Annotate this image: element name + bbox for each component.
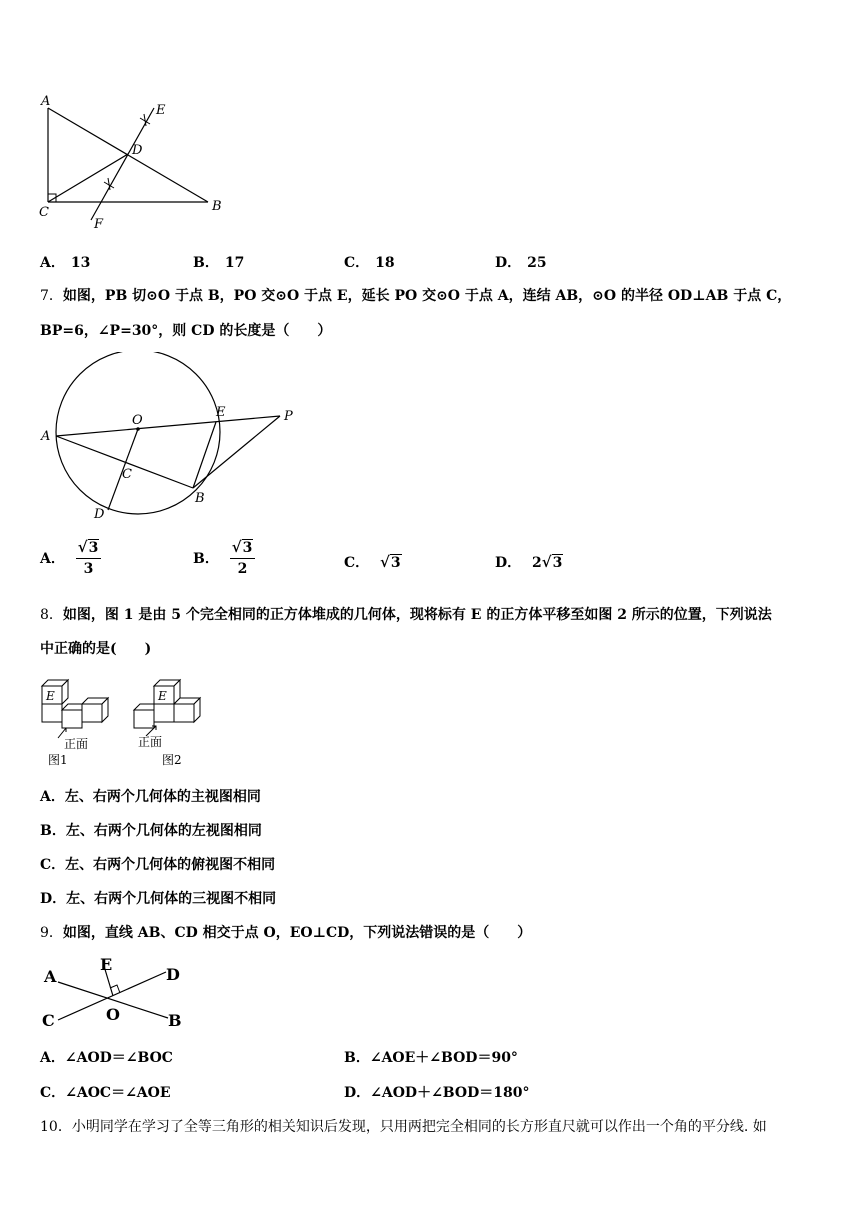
q7-option-d: D． 2√3 xyxy=(495,553,563,571)
q9-stem: 9．如图，直线 AB、CD 相交于点 O，EO⊥CD，下列说法错误的是（ ） xyxy=(40,925,532,941)
q8-fig2-cube-e: E xyxy=(158,689,167,703)
q8-stem-line2: 中正确的是( ) xyxy=(40,641,152,657)
q7-stem-line2: BP=6，∠P=30°，则 CD 的长度是（ ） xyxy=(40,323,332,339)
q9-option-a: A．∠AOD＝∠BOC xyxy=(40,1050,173,1066)
q8-stem-line1: 8．如图，图 1 是由 5 个完全相同的正方体堆成的几何体，现将标有 E 的正方体平移至如图 2 所示的位置，下列说法 xyxy=(40,607,772,623)
q8-fig1-front: 正面 xyxy=(64,737,89,751)
q8-option-a: A．左、右两个几何体的主视图相同 xyxy=(40,789,261,805)
q9-label-b: B xyxy=(168,1011,182,1030)
q6-label-b: B xyxy=(212,199,222,214)
q9-label-a: A xyxy=(44,967,57,986)
q7-option-b: B． $\frac{√3}{2}$ xyxy=(193,540,255,576)
q6-figure xyxy=(36,92,236,232)
q7-label-b: B xyxy=(195,491,205,506)
q6-option-a: A． 13 xyxy=(40,255,91,271)
q9-option-c: C．∠AOC＝∠AOE xyxy=(40,1085,171,1101)
q7-figure xyxy=(38,352,300,524)
q10-stem: 10．小明同学在学习了全等三角形的相关知识后发现，只用两把完全相同的长方形直尺就可以作出一个角的平分线. 如 xyxy=(40,1119,767,1135)
q8-option-d: D．左、右两个几何体的三视图不相同 xyxy=(40,891,277,907)
q6-label-c: C xyxy=(39,205,49,220)
q6-label-e: E xyxy=(156,103,166,118)
q6-option-c: C． 18 xyxy=(344,255,395,271)
q9-figure xyxy=(38,954,198,1034)
q7-stem-line1: 7．如图，PB 切⊙O 于点 B，PO 交⊙O 于点 E，延长 PO 交⊙O 于点 A，连结 AB，⊙O 的半径 OD⊥AB 于点 C， xyxy=(40,288,792,304)
q8-figures xyxy=(38,672,218,770)
q9-option-b: B．∠AOE＋∠BOD＝90° xyxy=(344,1050,518,1066)
q9-label-e: E xyxy=(100,955,113,974)
q7-label-a: A xyxy=(41,429,51,444)
q9-option-d: D．∠AOD＋∠BOD＝180° xyxy=(344,1085,530,1101)
q8-fig1-cube-e: E xyxy=(46,689,55,703)
q9-label-c: C xyxy=(42,1011,55,1030)
q7-label-o: O xyxy=(132,413,143,428)
q8-fig2-front: 正面 xyxy=(138,735,163,749)
q7-option-a: A． $\frac{√3}{3}$ xyxy=(40,540,101,576)
q7-option-c: C． √3 xyxy=(344,553,401,571)
q7-label-c: C xyxy=(122,467,132,482)
q6-label-a: A xyxy=(41,94,51,109)
q9-label-o: O xyxy=(106,1005,120,1024)
q8-figure-2 xyxy=(134,680,200,736)
q6-label-f: F xyxy=(94,217,104,232)
q7-label-p: P xyxy=(284,409,293,424)
q8-option-c: C．左、右两个几何体的俯视图不相同 xyxy=(40,857,276,873)
q6-label-d: D xyxy=(132,143,143,158)
q8-option-b: B．左、右两个几何体的左视图相同 xyxy=(40,823,262,839)
q9-label-d: D xyxy=(166,965,180,984)
q6-option-b: B． 17 xyxy=(193,255,245,271)
q6-option-d: D． 25 xyxy=(495,255,547,271)
q8-fig2-caption: 图2 xyxy=(162,753,182,767)
q7-label-e: E xyxy=(216,405,226,420)
q7-label-d: D xyxy=(94,507,105,522)
q8-fig1-caption: 图1 xyxy=(48,753,68,767)
